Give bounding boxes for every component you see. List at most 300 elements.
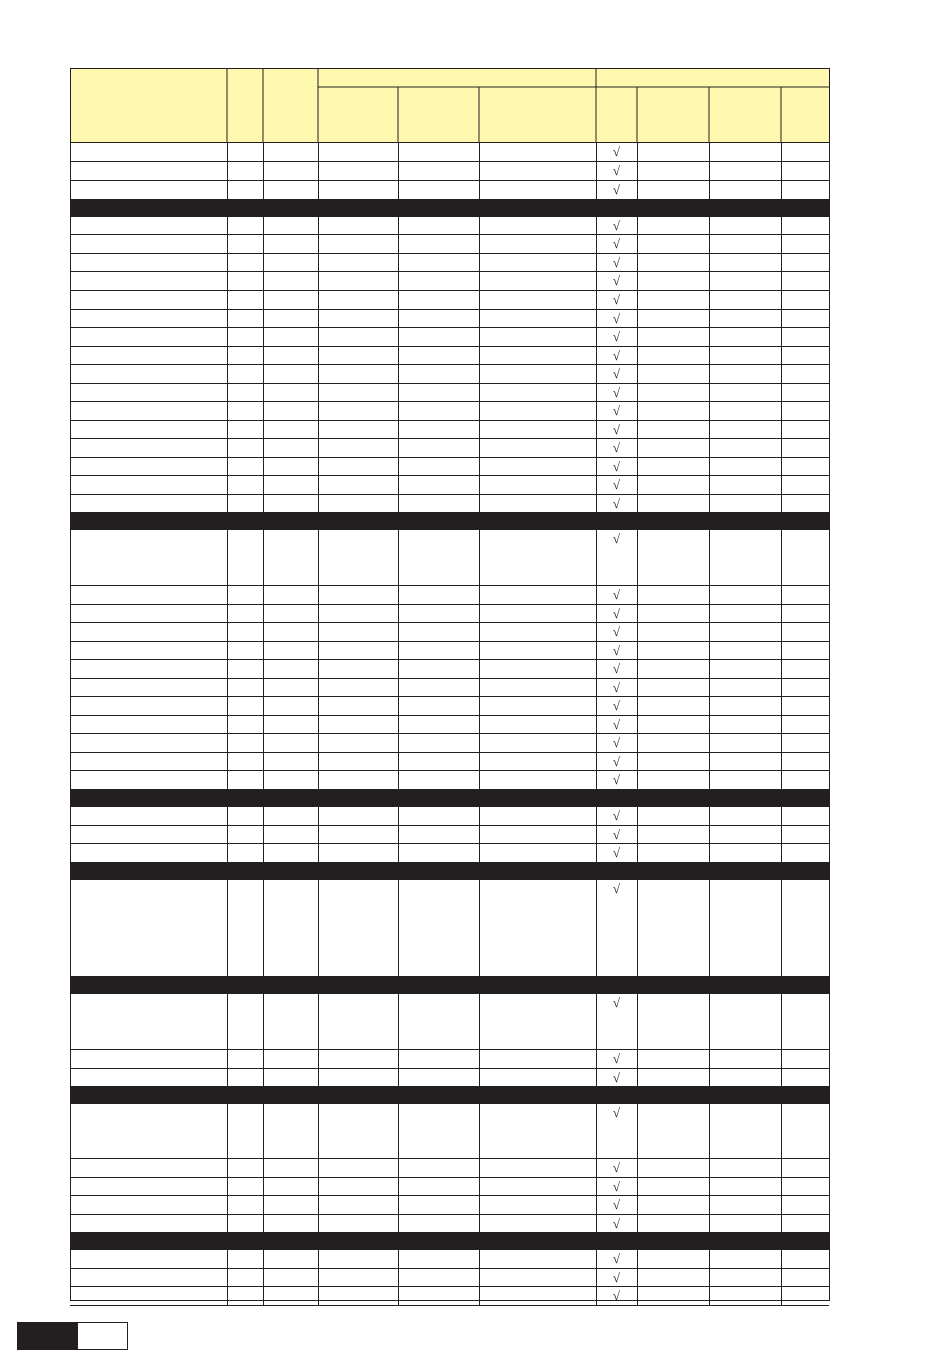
column-divider (318, 217, 319, 234)
column-divider (398, 826, 399, 843)
column-divider (398, 1159, 399, 1177)
column-divider (709, 1196, 710, 1214)
check-mark-icon: √ (612, 881, 621, 896)
table-row (70, 1068, 829, 1086)
column-divider (227, 291, 228, 309)
column-divider (479, 771, 480, 789)
check-mark-icon: √ (612, 1070, 621, 1085)
column-divider (227, 310, 228, 327)
column-divider (227, 679, 228, 696)
table-row (70, 346, 829, 364)
column-divider (318, 476, 319, 494)
column-divider (263, 254, 264, 271)
check-mark-icon: √ (612, 366, 621, 381)
column-divider (479, 291, 480, 309)
table-row (70, 622, 829, 641)
column-divider (479, 530, 480, 585)
column-divider (263, 384, 264, 401)
column-divider (781, 235, 782, 253)
check-mark-icon: √ (612, 329, 621, 344)
column-divider (318, 1159, 319, 1177)
column-divider (318, 1215, 319, 1232)
column-divider (781, 476, 782, 494)
column-divider (227, 254, 228, 271)
table-row (70, 364, 829, 383)
column-divider (318, 994, 319, 1049)
column-divider (227, 994, 228, 1049)
column-divider (781, 697, 782, 715)
column-divider (709, 365, 710, 383)
column-divider (263, 697, 264, 715)
column-divider (398, 880, 399, 976)
column-divider (479, 1196, 480, 1214)
column-divider (781, 347, 782, 364)
column-divider (479, 826, 480, 843)
check-mark-icon: √ (612, 422, 621, 437)
column-divider (398, 679, 399, 696)
column-divider (781, 310, 782, 327)
table-row (70, 142, 829, 161)
column-divider (637, 143, 638, 161)
column-divider (398, 1069, 399, 1086)
column-divider (263, 217, 264, 234)
column-divider (479, 272, 480, 290)
column-divider (709, 143, 710, 161)
check-mark-icon: √ (612, 735, 621, 750)
column-divider (263, 1050, 264, 1068)
column-divider (263, 235, 264, 253)
column-divider (227, 1178, 228, 1195)
column-divider (398, 771, 399, 789)
table-row (70, 216, 829, 234)
column-divider (227, 421, 228, 438)
column-divider (263, 679, 264, 696)
column-divider (781, 880, 782, 976)
column-divider (227, 365, 228, 383)
column-divider (398, 660, 399, 678)
column-divider (398, 530, 399, 585)
column-divider (227, 235, 228, 253)
column-divider (398, 1215, 399, 1232)
column-divider (709, 642, 710, 659)
column-divider (263, 1287, 264, 1305)
table-row (70, 715, 829, 733)
column-divider (318, 623, 319, 641)
column-divider (709, 716, 710, 733)
column-divider (479, 1287, 480, 1305)
column-divider (781, 254, 782, 271)
column-divider (709, 476, 710, 494)
column-divider (479, 347, 480, 364)
column-divider (318, 716, 319, 733)
column-divider (398, 143, 399, 161)
column-divider (709, 679, 710, 696)
column-divider (709, 310, 710, 327)
check-mark-icon: √ (612, 1216, 621, 1231)
column-divider (227, 181, 228, 199)
table-row (70, 327, 829, 346)
column-divider (637, 771, 638, 789)
column-divider (781, 402, 782, 420)
column-divider (398, 1050, 399, 1068)
check-mark-icon: √ (612, 661, 621, 676)
column-divider (263, 310, 264, 327)
column-divider (781, 1050, 782, 1068)
table-row (70, 879, 829, 976)
column-divider (781, 679, 782, 696)
column-divider (479, 181, 480, 199)
column-divider (479, 880, 480, 976)
column-divider (227, 734, 228, 752)
table-row (70, 290, 829, 309)
column-divider (637, 994, 638, 1049)
column-divider (709, 1178, 710, 1195)
column-divider (781, 623, 782, 641)
column-divider (318, 1050, 319, 1068)
column-divider (637, 458, 638, 475)
column-divider (781, 771, 782, 789)
column-divider (781, 844, 782, 862)
table-row (70, 1214, 829, 1232)
column-divider (479, 642, 480, 659)
check-mark-icon: √ (612, 1105, 621, 1120)
column-divider (709, 495, 710, 512)
column-divider (263, 1159, 264, 1177)
column-divider (479, 235, 480, 253)
column-divider (781, 162, 782, 180)
column-divider (263, 458, 264, 475)
column-divider (637, 402, 638, 420)
column-divider (318, 605, 319, 622)
column-divider (637, 1287, 638, 1305)
column-divider (318, 439, 319, 457)
column-divider (479, 310, 480, 327)
column-divider (781, 660, 782, 678)
check-mark-icon: √ (612, 1270, 621, 1285)
column-divider (227, 1069, 228, 1086)
column-divider (781, 716, 782, 733)
column-divider (227, 623, 228, 641)
check-mark-icon: √ (612, 1179, 621, 1194)
column-divider (263, 291, 264, 309)
column-divider (398, 844, 399, 862)
column-divider (398, 605, 399, 622)
column-divider (398, 734, 399, 752)
column-divider (227, 1250, 228, 1268)
column-divider (318, 753, 319, 770)
column-divider (318, 1069, 319, 1086)
table-row (70, 401, 829, 420)
check-mark-icon: √ (612, 182, 621, 197)
column-divider (263, 844, 264, 862)
column-divider (479, 1104, 480, 1158)
column-divider (398, 291, 399, 309)
column-divider (479, 439, 480, 457)
column-divider (318, 1104, 319, 1158)
column-divider (637, 1069, 638, 1086)
column-divider (637, 530, 638, 585)
column-divider (227, 642, 228, 659)
column-divider (318, 495, 319, 512)
column-divider (479, 495, 480, 512)
column-divider (479, 1159, 480, 1177)
column-divider (318, 254, 319, 271)
table-row (70, 659, 829, 678)
column-divider (318, 458, 319, 475)
column-divider (227, 844, 228, 862)
column-divider (398, 365, 399, 383)
check-mark-icon: √ (612, 643, 621, 658)
table-row (70, 494, 829, 512)
column-divider (637, 1050, 638, 1068)
column-divider (709, 826, 710, 843)
column-divider (398, 697, 399, 715)
check-mark-icon: √ (612, 606, 621, 621)
column-divider (227, 143, 228, 161)
column-divider (318, 1287, 319, 1305)
column-divider (637, 421, 638, 438)
check-mark-icon: √ (612, 680, 621, 695)
column-divider (637, 291, 638, 309)
column-divider (479, 476, 480, 494)
column-divider (263, 753, 264, 770)
check-mark-icon: √ (612, 311, 621, 326)
column-divider (479, 402, 480, 420)
column-divider (637, 642, 638, 659)
column-divider (263, 162, 264, 180)
column-divider (398, 347, 399, 364)
column-divider (709, 458, 710, 475)
column-divider (637, 162, 638, 180)
column-divider (479, 605, 480, 622)
column-divider (398, 421, 399, 438)
column-divider (398, 439, 399, 457)
check-mark-icon: √ (612, 698, 621, 713)
column-divider (318, 272, 319, 290)
check-mark-icon: √ (612, 772, 621, 787)
page-tab (17, 1322, 77, 1350)
column-divider (263, 347, 264, 364)
check-mark-icon: √ (612, 163, 621, 178)
column-divider (637, 1269, 638, 1286)
column-divider (263, 734, 264, 752)
column-divider (637, 439, 638, 457)
check-mark-icon: √ (612, 477, 621, 492)
column-divider (398, 807, 399, 825)
column-divider (781, 1196, 782, 1214)
column-divider (781, 217, 782, 234)
column-divider (781, 272, 782, 290)
column-divider (709, 1287, 710, 1305)
column-divider (781, 1287, 782, 1305)
column-divider (781, 1215, 782, 1232)
table-row (70, 1249, 829, 1268)
column-divider (709, 586, 710, 604)
column-divider (709, 605, 710, 622)
column-divider (637, 660, 638, 678)
column-divider (781, 1250, 782, 1268)
table-row (70, 604, 829, 622)
column-divider (227, 771, 228, 789)
column-divider (709, 807, 710, 825)
column-divider (709, 1250, 710, 1268)
column-divider (263, 476, 264, 494)
column-divider (398, 384, 399, 401)
check-mark-icon: √ (612, 587, 621, 602)
table-row (70, 752, 829, 770)
column-divider (227, 162, 228, 180)
table-row (70, 180, 829, 199)
column-divider (398, 254, 399, 271)
check-mark-icon: √ (612, 1051, 621, 1066)
column-divider (263, 1069, 264, 1086)
column-divider (227, 439, 228, 457)
column-divider (479, 1215, 480, 1232)
column-divider (263, 1196, 264, 1214)
section-divider-row (70, 862, 829, 879)
table-row (70, 1268, 829, 1286)
column-divider (318, 1269, 319, 1286)
column-divider (709, 181, 710, 199)
column-divider (227, 1287, 228, 1305)
column-divider (227, 660, 228, 678)
check-mark-icon: √ (612, 1197, 621, 1212)
column-divider (318, 328, 319, 346)
column-divider (398, 235, 399, 253)
check-mark-icon: √ (612, 1160, 621, 1175)
column-divider (709, 217, 710, 234)
column-divider (637, 605, 638, 622)
column-divider (398, 623, 399, 641)
column-divider (479, 365, 480, 383)
column-divider (479, 697, 480, 715)
column-divider (709, 254, 710, 271)
column-divider (781, 642, 782, 659)
column-divider (781, 495, 782, 512)
column-divider (709, 1104, 710, 1158)
column-divider (709, 1050, 710, 1068)
column-divider (227, 605, 228, 622)
column-divider (637, 181, 638, 199)
column-divider (398, 217, 399, 234)
column-divider (709, 844, 710, 862)
table-row (70, 420, 829, 438)
column-divider (479, 1050, 480, 1068)
section-divider-row (70, 789, 829, 806)
column-divider (781, 1069, 782, 1086)
column-divider (479, 586, 480, 604)
column-divider (781, 1269, 782, 1286)
column-divider (479, 679, 480, 696)
table-row (70, 806, 829, 825)
column-divider (479, 421, 480, 438)
column-divider (709, 1159, 710, 1177)
table-row (70, 641, 829, 659)
check-mark-icon: √ (612, 1251, 621, 1266)
table-row (70, 1286, 829, 1305)
column-divider (709, 421, 710, 438)
table-row (70, 438, 829, 457)
column-divider (318, 291, 319, 309)
column-divider (318, 143, 319, 161)
column-divider (709, 880, 710, 976)
column-divider (637, 679, 638, 696)
column-divider (709, 753, 710, 770)
column-divider (318, 1250, 319, 1268)
column-divider (637, 734, 638, 752)
column-divider (781, 1159, 782, 1177)
column-divider (318, 365, 319, 383)
table-row (70, 825, 829, 843)
column-divider (781, 734, 782, 752)
column-divider (479, 143, 480, 161)
check-mark-icon: √ (612, 531, 621, 546)
column-divider (227, 1215, 228, 1232)
column-divider (318, 235, 319, 253)
column-divider (709, 291, 710, 309)
column-divider (709, 347, 710, 364)
column-divider (263, 716, 264, 733)
column-divider (781, 384, 782, 401)
check-mark-icon: √ (612, 218, 621, 233)
check-mark-icon: √ (612, 403, 621, 418)
column-divider (781, 365, 782, 383)
column-divider (781, 605, 782, 622)
column-divider (263, 1215, 264, 1232)
column-divider (637, 844, 638, 862)
column-divider (479, 217, 480, 234)
column-divider (398, 1250, 399, 1268)
column-divider (709, 771, 710, 789)
table-row (70, 678, 829, 696)
column-divider (227, 384, 228, 401)
column-divider (227, 880, 228, 976)
column-divider (781, 530, 782, 585)
column-divider (263, 143, 264, 161)
column-divider (398, 458, 399, 475)
column-divider (637, 254, 638, 271)
check-mark-icon: √ (612, 624, 621, 639)
column-divider (637, 586, 638, 604)
column-divider (318, 1178, 319, 1195)
column-divider (709, 697, 710, 715)
column-divider (479, 716, 480, 733)
table-row (70, 383, 829, 401)
column-divider (781, 826, 782, 843)
column-divider (318, 530, 319, 585)
column-divider (227, 716, 228, 733)
column-divider (318, 697, 319, 715)
page-number-box (77, 1322, 128, 1350)
column-divider (263, 586, 264, 604)
column-divider (709, 660, 710, 678)
check-mark-icon: √ (612, 144, 621, 159)
column-divider (637, 1215, 638, 1232)
column-divider (781, 291, 782, 309)
column-divider (227, 328, 228, 346)
column-divider (227, 1269, 228, 1286)
column-divider (263, 1104, 264, 1158)
column-divider (781, 439, 782, 457)
column-divider (479, 994, 480, 1049)
column-divider (227, 476, 228, 494)
section-divider-row (70, 976, 829, 993)
column-divider (263, 660, 264, 678)
column-divider (709, 734, 710, 752)
column-divider (227, 586, 228, 604)
column-divider (227, 217, 228, 234)
table-bottom-rule (70, 1305, 829, 1306)
